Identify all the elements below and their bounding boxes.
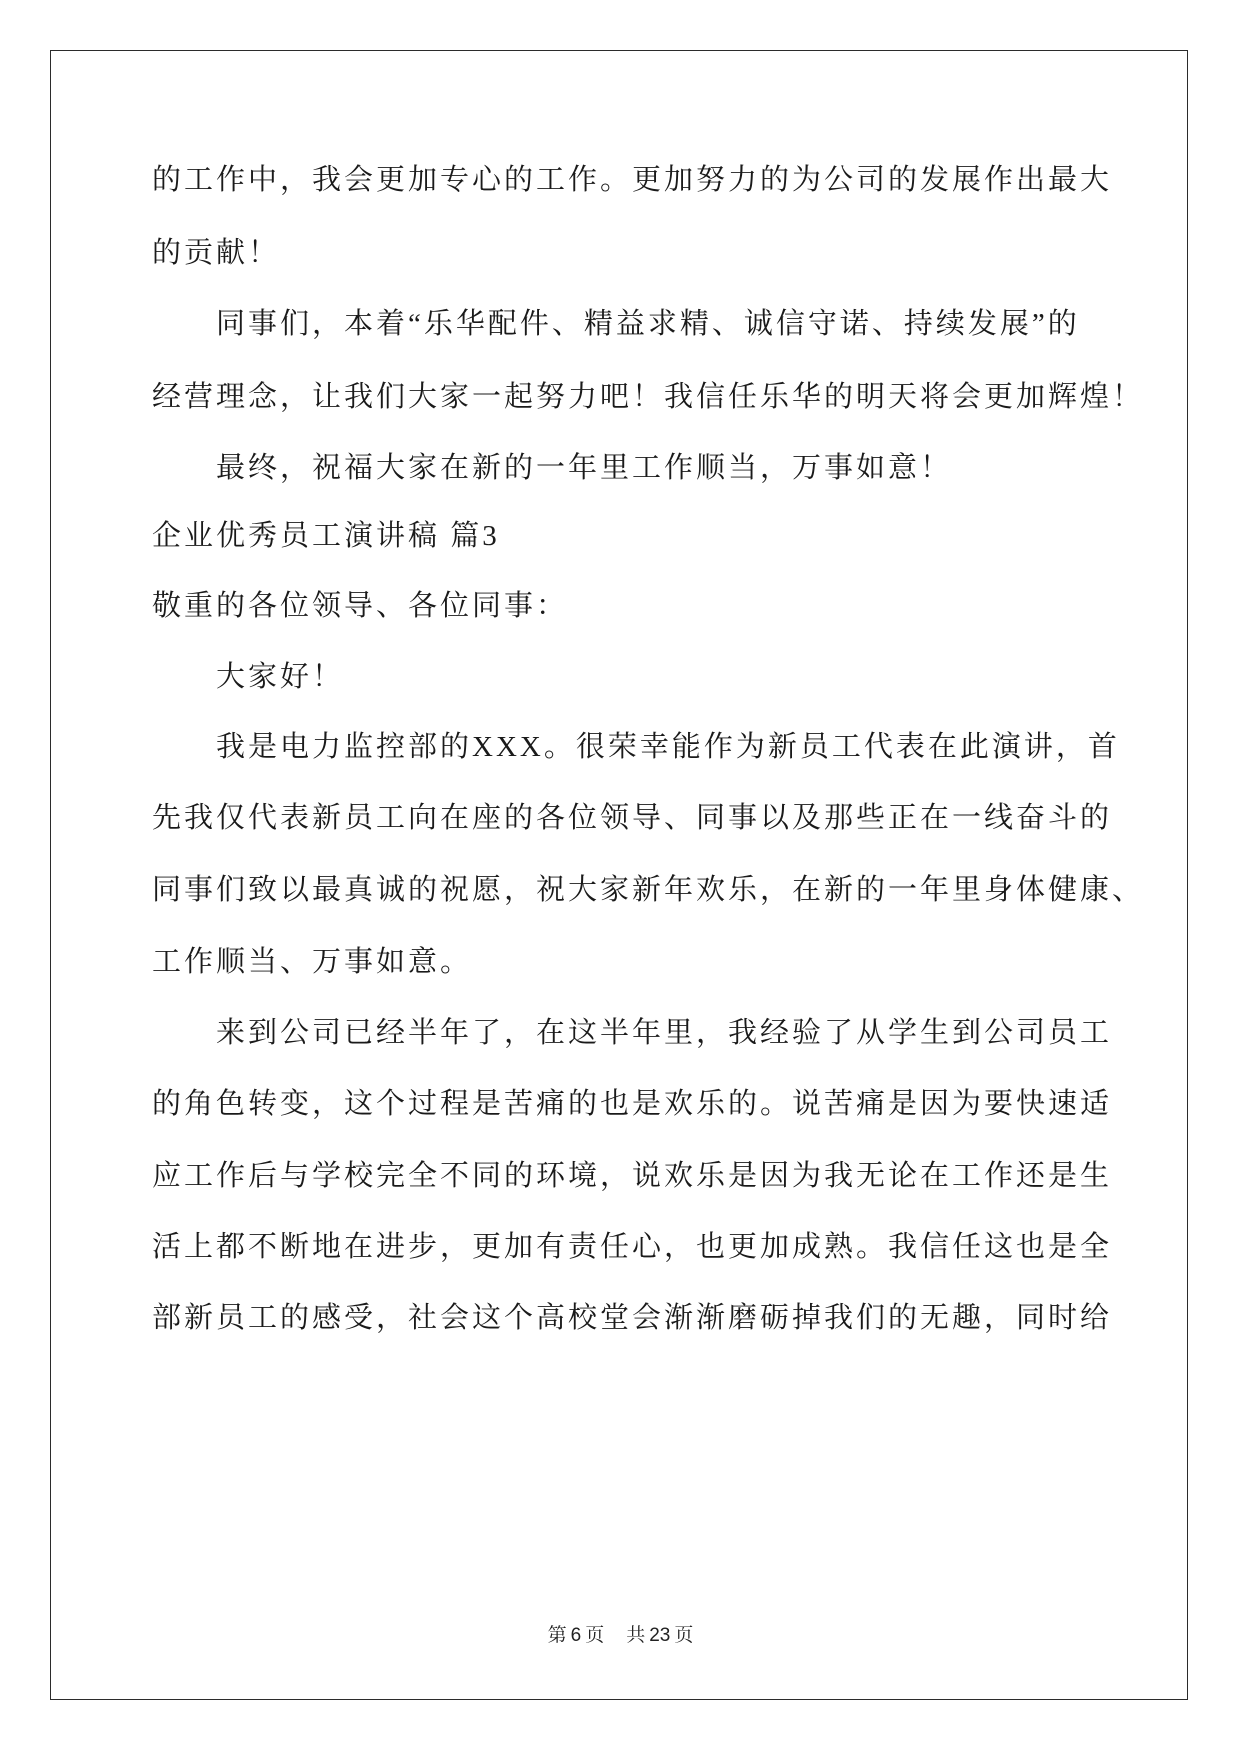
- text-line: 经营理念，让我们大家一起努力吧！我信任乐华的明天将会更加辉煌！: [152, 381, 1145, 413]
- text-line: 应工作后与学校完全不同的环境，说欢乐是因为我无论在工作还是生: [152, 1160, 1113, 1192]
- paragraph-start-line: 来到公司已经半年了，在这半年里，我经验了从学生到公司员工: [216, 1017, 1113, 1049]
- salutation: 敬重的各位领导、各位同事：: [152, 590, 569, 622]
- text-line: 同事们致以最真诚的祝愿，祝大家新年欢乐，在新的一年里身体健康、: [152, 874, 1145, 906]
- text-line: 的角色转变，这个过程是苦痛的也是欢乐的。说苦痛是因为要快速适: [152, 1088, 1113, 1120]
- greeting: 大家好！: [216, 661, 345, 693]
- text-line: 部新员工的感受，社会这个高校堂会渐渐磨砺掉我们的无趣，同时给: [152, 1302, 1113, 1334]
- total-suffix: 页: [674, 1625, 694, 1646]
- section-heading: 企业优秀员工演讲稿 篇3: [152, 520, 500, 552]
- total-prefix: 共: [626, 1625, 646, 1646]
- paragraph-start-line: 我是电力监控部的XXX。很荣幸能作为新员工代表在此演讲，首: [216, 731, 1120, 763]
- page-suffix: 页: [585, 1625, 605, 1646]
- text-line: 先我仅代表新员工向在座的各位领导、同事以及那些正在一线奋斗的: [152, 802, 1113, 834]
- paragraph-start-line: 同事们，本着“乐华配件、精益求精、诚信守诺、持续发展”的: [216, 308, 1080, 340]
- text-line: 活上都不断地在进步，更加有责任心，也更加成熟。我信任这也是全: [152, 1231, 1113, 1263]
- page-footer: [0, 1620, 1241, 1647]
- page-current-number: 6: [570, 1625, 582, 1646]
- page-prefix: 第: [547, 1625, 567, 1646]
- text-line: 工作顺当、万事如意。: [152, 946, 473, 978]
- text-line: 的工作中，我会更加专心的工作。更加努力的为公司的发展作出最大: [152, 164, 1113, 196]
- text-line: 的贡献！: [152, 237, 281, 269]
- page-total-number: 23: [649, 1625, 671, 1646]
- paragraph-start-line: 最终，祝福大家在新的一年里工作顺当，万事如意！: [216, 452, 953, 484]
